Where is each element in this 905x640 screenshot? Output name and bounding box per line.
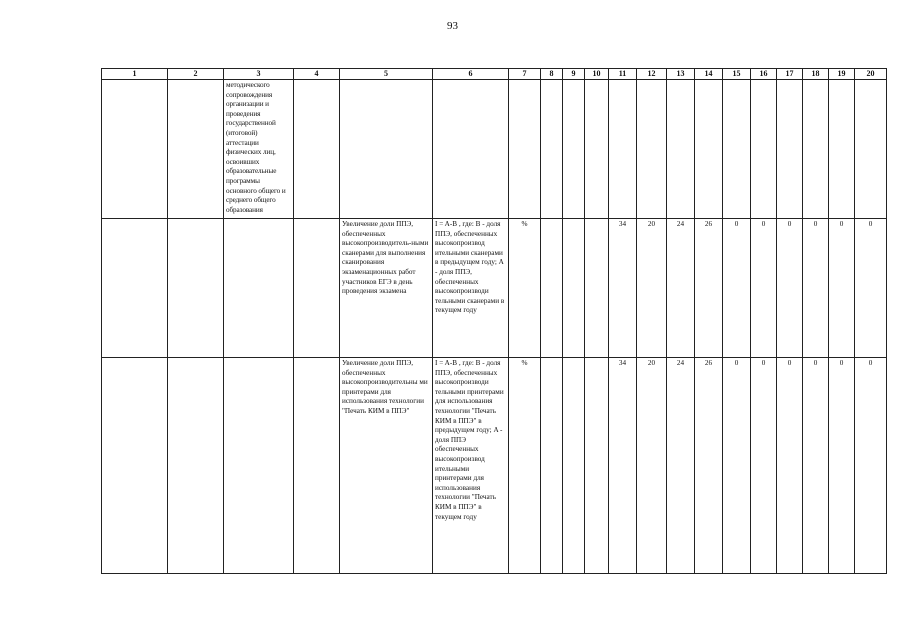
table-cell bbox=[541, 358, 563, 574]
table-cell bbox=[803, 80, 829, 219]
table-cell bbox=[102, 80, 168, 219]
table-cell: 0 bbox=[777, 358, 803, 574]
table-cell: 0 bbox=[751, 219, 777, 358]
table-cell bbox=[294, 219, 340, 358]
column-header: 11 bbox=[609, 69, 637, 80]
column-header: 14 bbox=[695, 69, 723, 80]
table-cell bbox=[563, 219, 585, 358]
table-cell bbox=[224, 219, 294, 358]
table-cell bbox=[585, 80, 609, 219]
table-cell: % bbox=[509, 219, 541, 358]
table-cell: Увеличение доли ППЭ, обеспеченных высокопроизводитель-ными сканерами для выполнения сканирования экзаменационных работ участников ЕГЭ в день проведения экзамена bbox=[340, 219, 433, 358]
table-cell bbox=[541, 80, 563, 219]
table-cell: 26 bbox=[695, 358, 723, 574]
table-cell: 0 bbox=[751, 358, 777, 574]
column-header: 2 bbox=[168, 69, 224, 80]
column-header: 20 bbox=[855, 69, 887, 80]
table-row bbox=[102, 80, 887, 219]
table-cell: Увеличение доли ППЭ, обеспеченных высокопроизводительны ми принтерами для использования технологии "Печать КИМ в ППЭ" bbox=[340, 358, 433, 574]
table-cell bbox=[102, 358, 168, 574]
table-cell bbox=[585, 219, 609, 358]
table-cell: 34 bbox=[609, 358, 637, 574]
table-cell: 24 bbox=[667, 219, 695, 358]
table-cell bbox=[294, 80, 340, 219]
table-cell bbox=[777, 80, 803, 219]
column-header: 3 bbox=[224, 69, 294, 80]
table-cell bbox=[751, 80, 777, 219]
column-header: 7 bbox=[509, 69, 541, 80]
column-header: 16 bbox=[751, 69, 777, 80]
column-header: 15 bbox=[723, 69, 751, 80]
table-cell bbox=[168, 219, 224, 358]
table-cell: 20 bbox=[637, 358, 667, 574]
table-cell bbox=[855, 80, 887, 219]
table-cell bbox=[829, 80, 855, 219]
header-row bbox=[102, 69, 887, 80]
table-cell: 0 bbox=[723, 219, 751, 358]
table-cell: 0 bbox=[855, 358, 887, 574]
table-cell bbox=[102, 219, 168, 358]
column-header: 4 bbox=[294, 69, 340, 80]
table-cell bbox=[637, 80, 667, 219]
table-cell bbox=[723, 80, 751, 219]
table-cell bbox=[609, 80, 637, 219]
table-cell: методического сопровождения организации и проведения государственной (итоговой) аттестации физических лиц, освоивших образовательные программы основного общего и среднего общего образования bbox=[224, 80, 294, 219]
table-cell: 0 bbox=[829, 358, 855, 574]
table-cell bbox=[563, 358, 585, 574]
column-header: 1 bbox=[102, 69, 168, 80]
table-row bbox=[102, 219, 887, 358]
table-cell bbox=[695, 80, 723, 219]
column-header: 13 bbox=[667, 69, 695, 80]
table-cell: I = A-B , где: B - доля ППЭ, обеспеченных высокопроизвод ительными сканерами в предыдущем году; A - доля ППЭ, обеспеченных высокопроизводи тельными сканерами в текущем году bbox=[433, 219, 509, 358]
table-cell: 0 bbox=[777, 219, 803, 358]
table-cell: 34 bbox=[609, 219, 637, 358]
column-header: 19 bbox=[829, 69, 855, 80]
table-row bbox=[102, 358, 887, 574]
table-cell bbox=[541, 219, 563, 358]
column-header: 10 bbox=[585, 69, 609, 80]
column-header: 8 bbox=[541, 69, 563, 80]
table-cell bbox=[509, 80, 541, 219]
column-header: 5 bbox=[340, 69, 433, 80]
table-cell: 0 bbox=[723, 358, 751, 574]
table-cell: 0 bbox=[855, 219, 887, 358]
table-cell bbox=[563, 80, 585, 219]
table-cell bbox=[168, 80, 224, 219]
column-header: 17 bbox=[777, 69, 803, 80]
column-header: 6 bbox=[433, 69, 509, 80]
table-cell: 24 bbox=[667, 358, 695, 574]
table-cell bbox=[168, 358, 224, 574]
table-cell bbox=[585, 358, 609, 574]
table-cell bbox=[433, 80, 509, 219]
table-cell bbox=[667, 80, 695, 219]
column-header: 12 bbox=[637, 69, 667, 80]
table-cell: I = A-B , где: B - доля ППЭ, обеспеченных высокопроизводи тельными принтерами для использования технологии "Печать КИМ в ППЭ" в предыдущем году; A - доля ППЭ обеспеченных высокопроизвод ительными принтерами для использования технологии "Печать КИМ в ППЭ" в текущем году bbox=[433, 358, 509, 574]
data-table bbox=[101, 68, 887, 574]
column-header: 9 bbox=[563, 69, 585, 80]
column-header: 18 bbox=[803, 69, 829, 80]
table-cell: 26 bbox=[695, 219, 723, 358]
table-cell: 0 bbox=[829, 219, 855, 358]
table-cell: 20 bbox=[637, 219, 667, 358]
table-cell: % bbox=[509, 358, 541, 574]
table-cell bbox=[224, 358, 294, 574]
table-cell: 0 bbox=[803, 358, 829, 574]
table-cell bbox=[294, 358, 340, 574]
table-cell: 0 bbox=[803, 219, 829, 358]
page-number: 93 bbox=[447, 20, 458, 32]
table-cell bbox=[340, 80, 433, 219]
